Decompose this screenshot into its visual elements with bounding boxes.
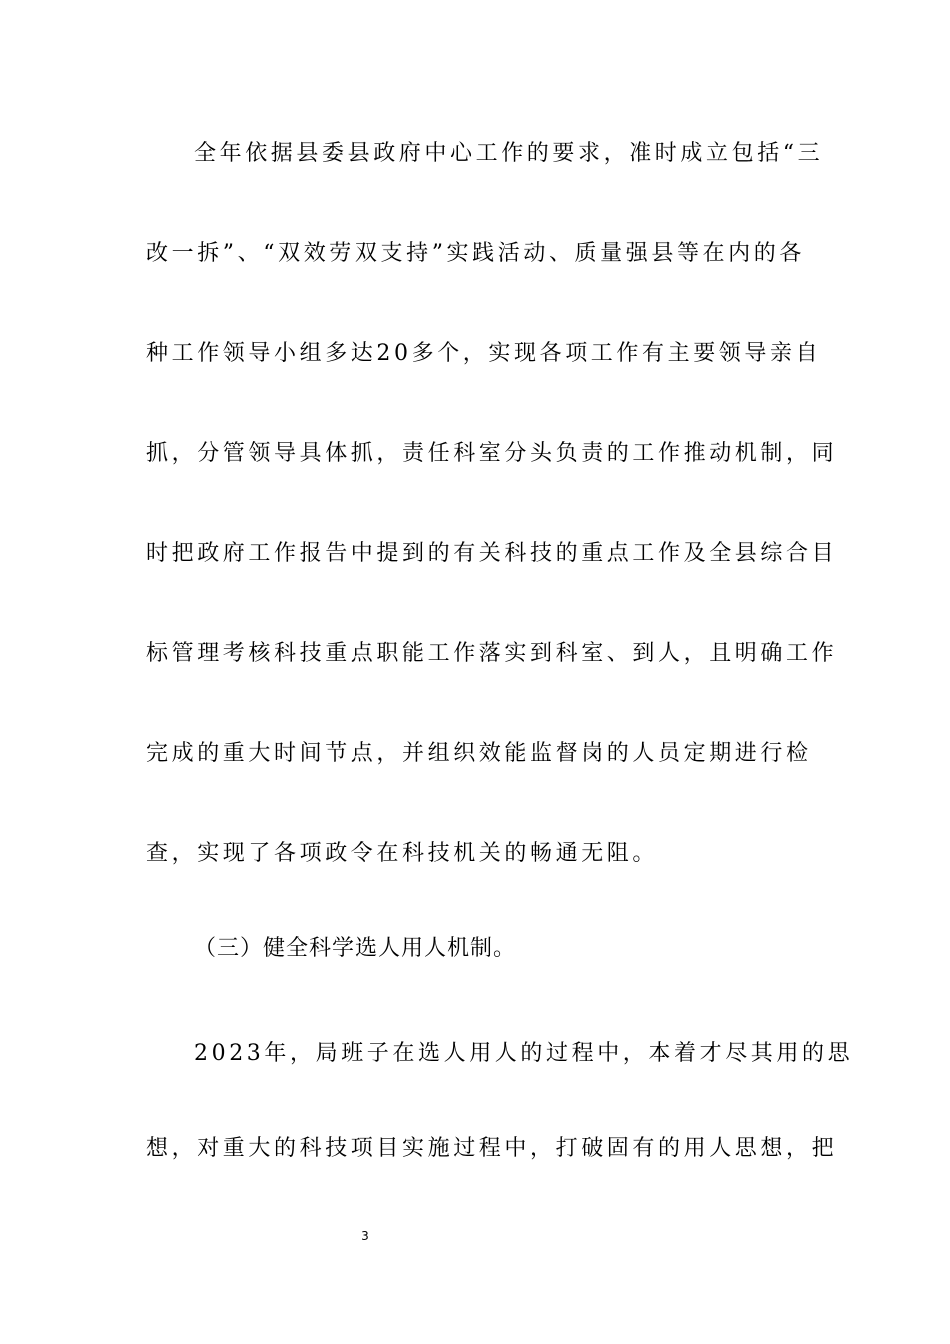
paragraph-line: 完成的重大时间节点，并组织效能监督岗的人员定期进行检 (146, 741, 812, 766)
paragraph-line: 种工作领导小组多达20多个，实现各项工作有主要领导亲自 (146, 341, 822, 366)
section-heading: （三）健全科学选人用人机制。 (194, 936, 517, 961)
paragraph-line: 标管理考核科技重点职能工作落实到科室、到人，且明确工作 (146, 641, 838, 666)
paragraph-line: 改一拆”、“双效劳双支持”实践活动、质量强县等在内的各 (146, 241, 805, 266)
paragraph-line: 抓，分管领导具体抓，责任科室分头负责的工作推动机制，同 (146, 441, 838, 466)
paragraph-line: 时把政府工作报告中提到的有关科技的重点工作及全县综合目 (146, 541, 838, 566)
paragraph-line: 查，实现了各项政令在科技机关的畅通无阻。 (146, 841, 659, 866)
page-number: 3 (361, 1229, 369, 1243)
paragraph-line: 想，对重大的科技项目实施过程中，打破固有的用人思想，把 (146, 1136, 838, 1161)
paragraph-line: 2023年，局班子在选人用人的过程中，本着才尽其用的思 (194, 1041, 854, 1066)
paragraph-line: 全年依据县委县政府中心工作的要求，准时成立包括“三 (194, 141, 824, 166)
